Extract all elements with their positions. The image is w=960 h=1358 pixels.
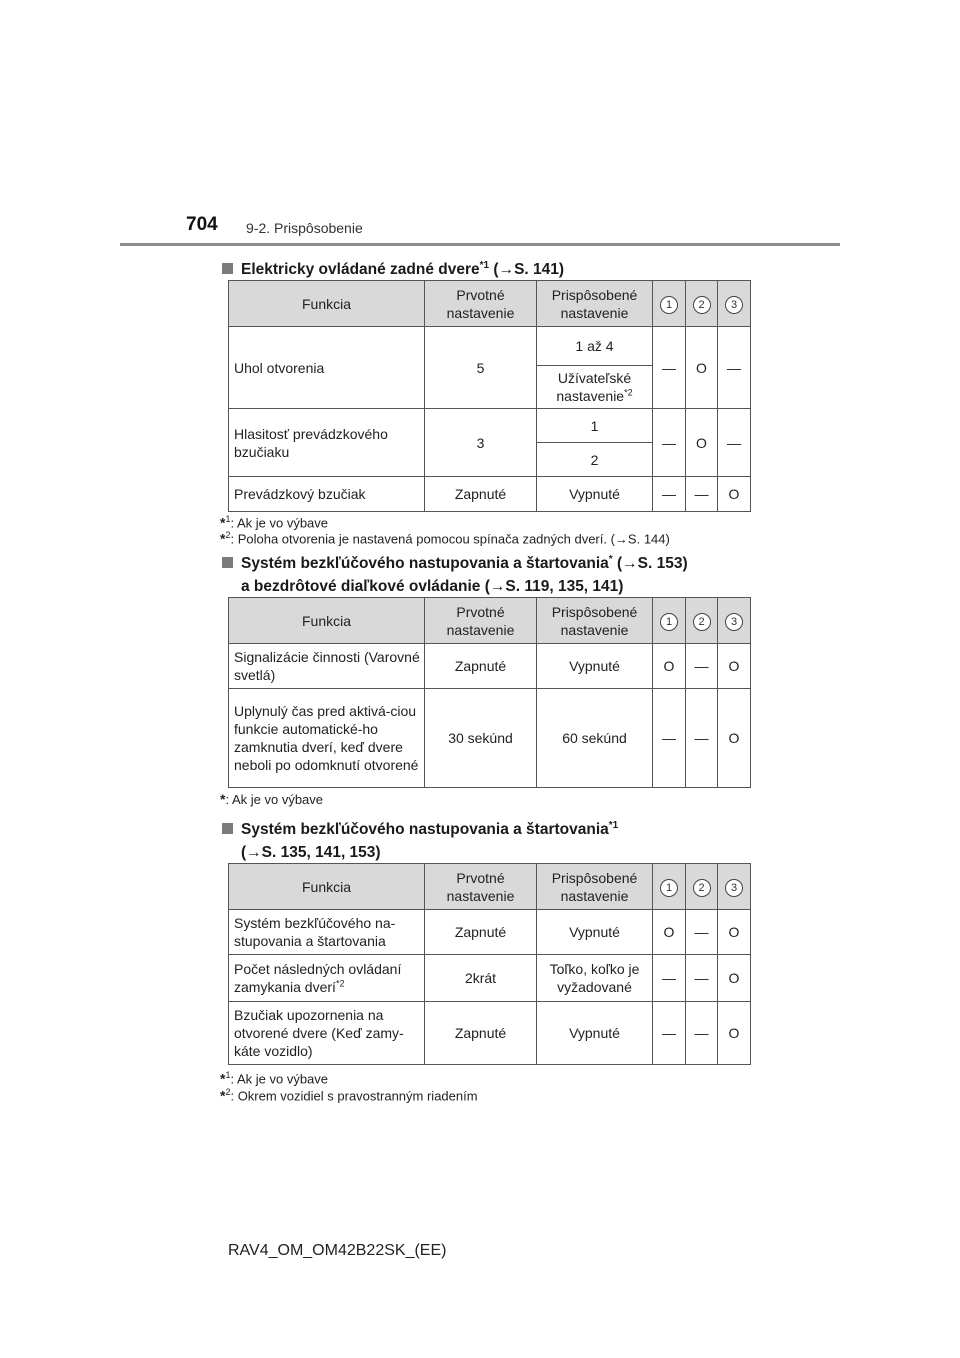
cell-prisposobene: Vypnuté (537, 910, 653, 955)
header-col-1 (653, 864, 686, 910)
cell-col-1: — (653, 955, 686, 1002)
cell-col-3: O (718, 644, 751, 689)
cell-funkcia: Systém bezkľúčového na-stupovania a štartovania (229, 910, 425, 955)
header-col-1 (653, 281, 686, 327)
table-header-row (229, 864, 751, 910)
circled-3-icon: 3 (725, 879, 743, 897)
header-funkcia: Funkcia (229, 281, 425, 327)
section1-title: Elektricky ovládané zadné dvere (241, 261, 480, 279)
circled-3-icon: 3 (725, 613, 743, 631)
table-header-row (229, 598, 751, 644)
footnote-marker: *2 (335, 978, 345, 989)
cell-prvotne: 2krát (425, 955, 537, 1002)
cell-col-1: O (653, 644, 686, 689)
section1-title-sup: *1 (479, 260, 490, 271)
circled-1-icon: 1 (660, 879, 678, 897)
cell-col-1: — (653, 477, 686, 512)
header-col-1 (653, 598, 686, 644)
cell-col-3: O (718, 1002, 751, 1065)
header-prvotne: Prvotné nastavenie (425, 281, 537, 327)
cell-col-2: O (686, 409, 718, 477)
cell-funkcia: Hlasitosť prevádzkového bzučiaku (229, 409, 425, 477)
table-row (229, 1002, 751, 1065)
cell-prisposobene: Vypnuté (537, 644, 653, 689)
square-bullet-icon (222, 263, 233, 274)
section3-heading (222, 814, 618, 864)
circled-3-icon: 3 (725, 296, 743, 314)
cell-col-3: — (718, 327, 751, 409)
header-col-2 (686, 598, 718, 644)
footnote: *$^1$: Ak je vo výbave (220, 1070, 329, 1087)
cell-prvotne: 30 sekúnd (425, 689, 537, 788)
cell-col-3: O (718, 477, 751, 512)
header-col-3 (718, 598, 751, 644)
footnote-marker: *2 (624, 387, 633, 398)
square-bullet-icon (222, 823, 233, 834)
cell-prvotne: Zapnuté (425, 1002, 537, 1065)
table-row (229, 955, 751, 1002)
cell-prisposobene: 60 sekúnd (537, 689, 653, 788)
funkcia-text: Počet následných ovládaní zamykania dverí (234, 961, 402, 995)
cell-col-2: — (686, 955, 718, 1002)
header-col-2 (686, 281, 718, 327)
circled-1-icon: 1 (660, 613, 678, 631)
cell-option: 1 až 4 (537, 327, 653, 366)
cell-prvotne: Zapnuté (425, 644, 537, 689)
option-text: Užívateľské nastavenie (556, 370, 632, 404)
cell-col-2: — (686, 644, 718, 689)
header-col-3 (718, 281, 751, 327)
cell-funkcia: Bzučiak upozornenia na otvorené dvere (Keď zamy-káte vozidlo) (229, 1002, 425, 1065)
section2-title-line1: Systém bezkľúčového nastupovania a štartovania (241, 555, 609, 573)
table-row (229, 689, 751, 788)
footnote: *$^2$: Poloha otvorenia je nastavená pomocou spínača zadných dverí. (→S. 144) (220, 530, 670, 547)
section1-heading (222, 254, 564, 281)
cell-col-2: — (686, 477, 718, 512)
cell-col-1: — (653, 1002, 686, 1065)
cell-col-1: — (653, 409, 686, 477)
section2-title-ref: (→S. 153) (612, 555, 688, 573)
cell-option: 2 (537, 443, 653, 477)
footnote: *$^1$: Ak je vo výbave (220, 514, 329, 531)
table-row (229, 477, 751, 512)
cell-prvotne: Zapnuté (425, 910, 537, 955)
header-prisposobene: Prispôsobené nastavenie (537, 281, 653, 327)
cell-prvotne: 3 (425, 409, 537, 477)
cell-col-3: O (718, 689, 751, 788)
cell-col-3: O (718, 955, 751, 1002)
header-col-3 (718, 864, 751, 910)
cell-col-2: — (686, 689, 718, 788)
section2-title-line2: a bezdrôtové diaľkové ovládanie (→S. 119, 135, 141) (241, 578, 624, 596)
cell-col-1: — (653, 327, 686, 409)
header-prvotne: Prvotné nastavenie (425, 864, 537, 910)
cell-funkcia: Uhol otvorenia (229, 327, 425, 409)
section2-table (228, 597, 751, 788)
circled-2-icon: 2 (693, 613, 711, 631)
cell-prvotne: Zapnuté (425, 477, 537, 512)
square-bullet-icon (222, 557, 233, 568)
circled-2-icon: 2 (693, 296, 711, 314)
cell-col-2: — (686, 910, 718, 955)
section1-table (228, 280, 751, 512)
cell-funkcia: Signalizácie činnosti (Varovné svetlá) (229, 644, 425, 689)
section3-title-sup: *1 (608, 820, 619, 831)
cell-option: 1 (537, 409, 653, 443)
circled-1-icon: 1 (660, 296, 678, 314)
cell-prisposobene: Vypnuté (537, 477, 653, 512)
cell-prisposobene: Toľko, koľko je vyžadované (537, 955, 653, 1002)
header-col-2 (686, 864, 718, 910)
header-rule (120, 243, 840, 246)
cell-prvotne: 5 (425, 327, 537, 409)
cell-col-1: O (653, 910, 686, 955)
table-row (229, 409, 751, 443)
cell-col-2: O (686, 327, 718, 409)
cell-col-1: — (653, 689, 686, 788)
section3-title: Systém bezkľúčového nastupovania a štartovania (241, 821, 609, 839)
header-funkcia: Funkcia (229, 864, 425, 910)
cell-col-2: — (686, 1002, 718, 1065)
page-number: 704 (186, 214, 218, 235)
table-row (229, 644, 751, 689)
cell-col-3: — (718, 409, 751, 477)
cell-option (537, 366, 653, 409)
cell-col-3: O (718, 910, 751, 955)
cell-funkcia (229, 955, 425, 1002)
section2-title-sup: * (608, 554, 613, 565)
section1-ref: (→S. 141) (489, 261, 565, 279)
header-prvotne: Prvotné nastavenie (425, 598, 537, 644)
document-code: RAV4_OM_OM42B22SK_(EE) (228, 1242, 447, 1259)
section2-heading (222, 548, 688, 598)
cell-funkcia: Prevádzkový bzučiak (229, 477, 425, 512)
table-header-row (229, 281, 751, 327)
section-title: 9-2. Prispôsobenie (246, 220, 363, 236)
table-row (229, 327, 751, 366)
header-prisposobene: Prispôsobené nastavenie (537, 864, 653, 910)
header-prisposobene: Prispôsobené nastavenie (537, 598, 653, 644)
cell-funkcia: Uplynulý čas pred aktivá-ciou funkcie automatické-ho zamknutia dverí, keď dvere neboli po odomknutí otvorené (229, 689, 425, 788)
section3-table (228, 863, 751, 1065)
footnote: *$^2$: Okrem vozidiel s pravostranným riadením (220, 1087, 478, 1104)
cell-prisposobene: Vypnuté (537, 1002, 653, 1065)
header-funkcia: Funkcia (229, 598, 425, 644)
table-row (229, 910, 751, 955)
section3-ref: (→S. 135, 141, 153) (241, 844, 381, 862)
footnote: *: Ak je vo výbave (220, 791, 324, 807)
circled-2-icon: 2 (693, 879, 711, 897)
